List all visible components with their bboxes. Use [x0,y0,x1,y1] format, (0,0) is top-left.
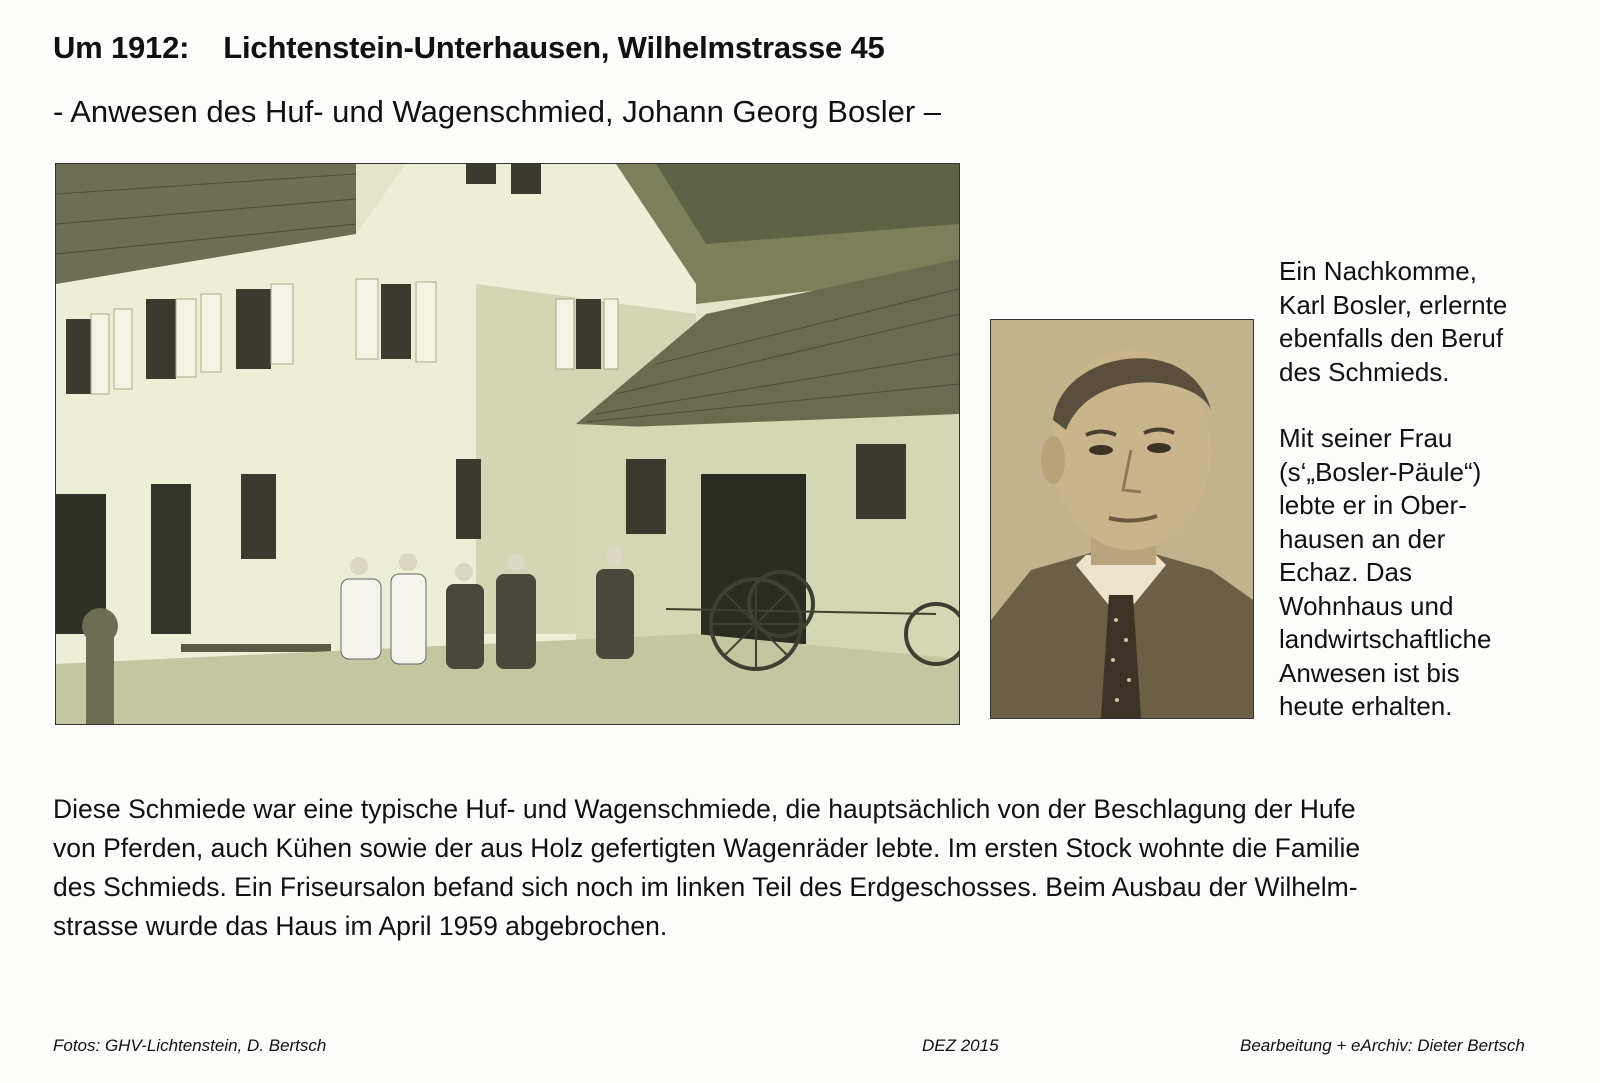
body-line: des Schmieds. Ein Friseursalon befand sich noch im linken Teil des Erdgeschosses. Beim Ausbau der Wilhelm- [53,872,1358,902]
side-line: Anwesen ist bis [1279,657,1460,688]
side-line: ebenfalls den Beruf [1279,323,1504,353]
body-line: Diese Schmiede war eine typische Huf- und Wagenschmiede, die hauptsächlich von der Beschlagung der Hufe [53,794,1356,824]
side-description [1279,255,1579,724]
photo-credit: Fotos: GHV-Lichtenstein, D. Bertsch [53,1036,327,1055]
title-location: Lichtenstein-Unterhausen, Wilhelmstrasse 45 [223,30,885,65]
smithy-photo [55,163,960,725]
body-line: von Pferden, auch Kühen sowie der aus Holz gefertigten Wagenräder lebte. Im ersten Stock wohnte die Familie [53,833,1361,863]
body-paragraph [53,790,1553,946]
side-paragraph-1 [1279,255,1579,389]
footer-editor: Bearbeitung + eArchiv: Dieter Bertsch [1240,1036,1525,1055]
side-line: hausen an der [1279,523,1446,554]
side-line: Karl Bosler, erlernte [1279,289,1508,320]
side-line: (s‘„Bosler-Päule“) [1279,456,1482,487]
page-subtitle: - Anwesen des Huf- und Wagenschmied, Johann Georg Bosler – [53,94,942,129]
side-line: lebte er in Ober- [1279,490,1467,520]
title-year: Um 1912: [53,30,190,65]
side-line: des Schmieds. [1279,356,1450,387]
karl-bosler-portrait [990,319,1254,719]
side-line: heute erhalten. [1279,691,1453,721]
page-title [53,30,885,66]
side-line: Wohnhaus und [1279,590,1454,621]
side-line: landwirtschaftliche [1279,624,1492,654]
side-line: Ein Nachkomme, [1279,256,1477,286]
body-line: strasse wurde das Haus im April 1959 abgebrochen. [53,911,668,941]
side-line: Mit seiner Frau [1279,423,1453,453]
side-line: Echaz. Das [1279,557,1412,587]
side-paragraph-2 [1279,422,1579,724]
footer-date: DEZ 2015 [922,1036,999,1055]
